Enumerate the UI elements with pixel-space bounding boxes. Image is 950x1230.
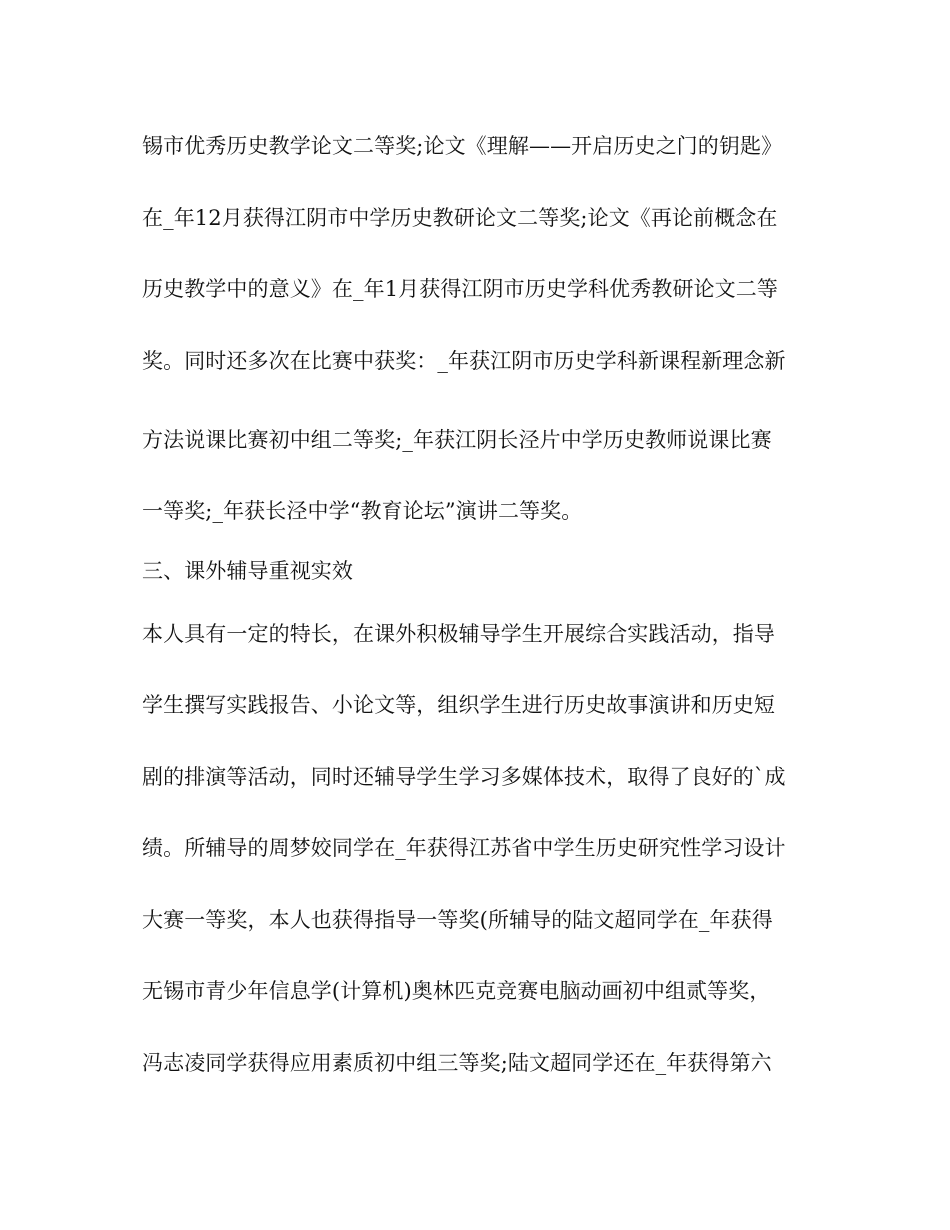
- paragraph-line: 在_年12月获得江阴市中学历史教研论文二等奖;论文《再论前概念在: [142, 206, 778, 230]
- paragraph-line: 一等奖;_年获长泾中学“教育论坛”演讲二等奖。: [142, 499, 583, 523]
- paragraph-line: 锡市优秀历史教学论文二等奖;论文《理解——开启历史之门的钥匙》: [142, 134, 783, 158]
- paragraph-line: 历史教学中的意义》在_年1月获得江阴市历史学科优秀教研论文二等: [142, 277, 778, 301]
- paragraph-line: 大赛一等奖，本人也获得指导一等奖(所辅导的陆文超同学在_年获得: [142, 908, 773, 932]
- paragraph-line: 冯志凌同学获得应用素质初中组三等奖;陆文超同学还在_年获得第六: [142, 1051, 772, 1075]
- paragraph-line: 学生撰写实践报告、小论文等，组织学生进行历史故事演讲和历史短: [142, 693, 775, 717]
- paragraph-line: 方法说课比赛初中组二等奖;_年获江阴长泾片中学历史教师说课比赛: [142, 428, 772, 452]
- paragraph-line: 绩。所辅导的周梦姣同学在_年获得江苏省中学生历史研究性学习设计: [142, 836, 786, 860]
- paragraph-line: 无锡市青少年信息学(计算机)奥林匹克竞赛电脑动画初中组贰等奖，: [142, 979, 771, 1003]
- paragraph-line: 剧的排演等活动，同时还辅导学生学习多媒体技术，取得了良好的`成: [142, 765, 786, 789]
- paragraph-line: 本人具有一定的特长，在课外积极辅导学生开展综合实践活动，指导: [142, 622, 775, 646]
- section-heading: 三、课外辅导重视实效: [142, 559, 353, 583]
- paragraph-line: 奖。同时还多次在比赛中获奖：_年获江阴市历史学科新课程新理念新: [142, 349, 786, 373]
